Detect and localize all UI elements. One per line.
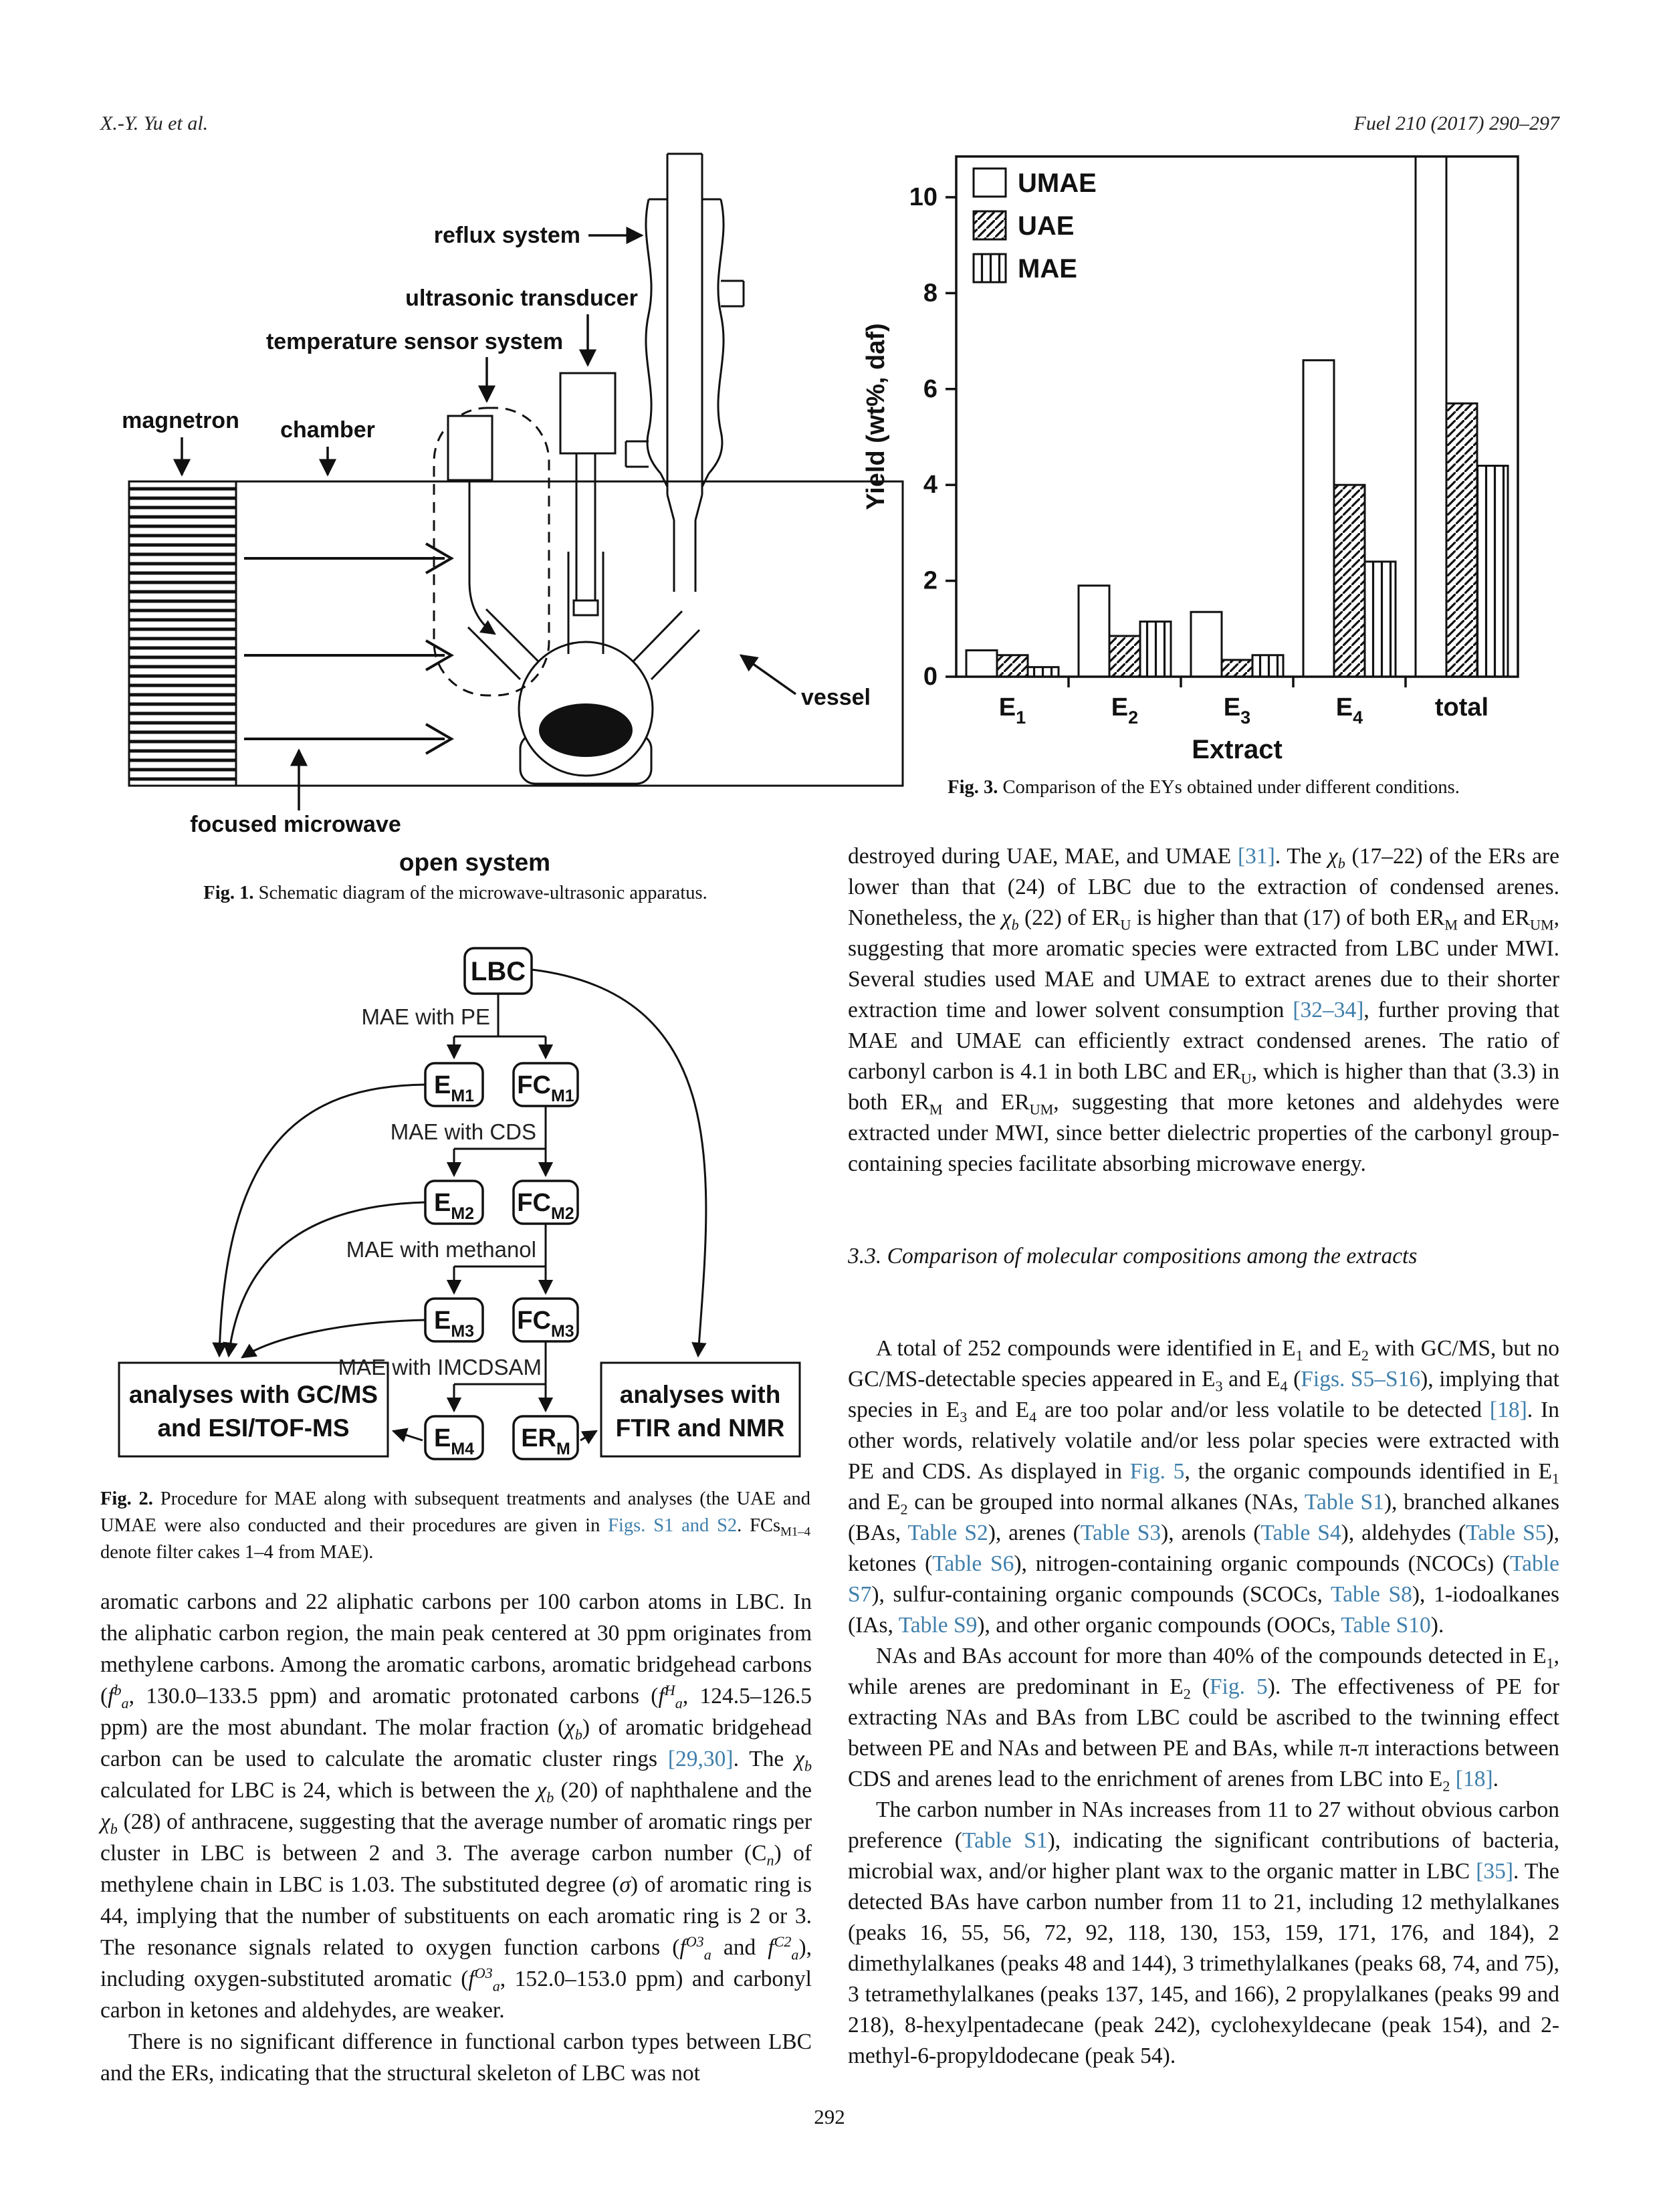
node-em3-label: $E_{M3}$ [433, 1307, 475, 1341]
text-segment: . The [1275, 844, 1329, 869]
left-column-text [100, 1586, 812, 2089]
text-segment: are too polar and/or less volatile to be detected [1036, 1398, 1490, 1422]
reference-link[interactable]: Fig. 5 [1209, 1674, 1268, 1699]
step-mae-methanol: MAE with methanol [346, 1237, 536, 1262]
text-segment: n [766, 1852, 774, 1869]
reference-link[interactable]: Table S5 [1466, 1521, 1547, 1545]
reference-link[interactable]: [18] [1455, 1767, 1493, 1791]
fig1-caption [100, 880, 810, 907]
text-segment: χ [536, 1778, 547, 1803]
x-category-label: $E_2$ [1111, 693, 1139, 728]
legend-swatch-uae [974, 211, 1006, 239]
bar-mae-e2 [1140, 622, 1171, 677]
text-segment: χ [1328, 844, 1338, 869]
text-segment: is higher than that (17) of both ER [1131, 905, 1445, 930]
reference-link[interactable]: [18] [1489, 1398, 1527, 1422]
label-vessel: vessel [801, 685, 871, 710]
text-segment: 2 [1442, 1777, 1450, 1795]
text-segment: and E [848, 1490, 901, 1515]
text-segment: (20) of naphthalene and the [554, 1778, 812, 1803]
bar-mae-total [1477, 465, 1508, 677]
running-head-author: X.-Y. Yu et al. [100, 112, 209, 134]
text-segment: f [468, 1967, 475, 1991]
text-segment: 2 [1361, 1347, 1369, 1364]
text-segment: U [1240, 1070, 1252, 1087]
box-ftir-analyses [601, 1363, 800, 1456]
microwave-arrowheads [426, 544, 451, 754]
text-segment: σ [619, 1872, 631, 1897]
step-mae-imcdsam: MAE with IMCDSAM [338, 1355, 542, 1379]
text-segment: ), indicating the significant contributions of bacteria, microbial wax, and/or higher plant wax to the organic matter in LBC [848, 1828, 1559, 1884]
text-segment: O3 [685, 1932, 704, 1950]
reference-link[interactable]: Table S4 [1260, 1521, 1341, 1545]
text-segment: , suggesting that more aromatic species were extracted from LBC under MWI. Several studies used MAE and UMAE to extract arenes due to their shorter extraction time and lower solvent consumption [848, 905, 1560, 1022]
text-segment: H [664, 1681, 675, 1698]
text-segment: Fig. 2. [100, 1488, 153, 1509]
transducer-body [560, 373, 615, 453]
reference-link[interactable]: Table S1 [1304, 1490, 1384, 1515]
reference-link[interactable]: Table S6 [932, 1551, 1014, 1576]
y-tick-label: 4 [923, 471, 937, 500]
text-segment: f [658, 1684, 665, 1708]
bar-uae-total [1446, 403, 1477, 677]
legend-swatch-umae [974, 169, 1006, 197]
bar-mae-e3 [1252, 655, 1283, 677]
section-heading: 3.3. Comparison of molecular compositions among the extracts [848, 1244, 1418, 1268]
text-segment: A total of 252 compounds were identified in E [876, 1336, 1296, 1361]
text-segment: M1–4 [780, 1525, 810, 1539]
text-segment: and ER [942, 1090, 1030, 1115]
text-segment: with GC/MS, but no GC/MS-detectable species appeared in E [848, 1336, 1559, 1392]
bar-umae-e3 [1191, 612, 1222, 677]
bar-mae-e1 [1028, 667, 1059, 677]
reference-link[interactable]: [29,30] [667, 1747, 734, 1771]
text-segment: . [1492, 1767, 1499, 1791]
text-segment: and E [1222, 1367, 1281, 1392]
text-segment: ), implying that species in E [848, 1367, 1559, 1422]
text-segment: χ [100, 1809, 110, 1834]
condenser-inner-tube [667, 199, 702, 495]
text-segment: can be grouped into normal alkanes (NAs, [907, 1490, 1305, 1515]
text-segment: Fig. 1. [203, 883, 254, 903]
reference-link[interactable]: Table S8 [1330, 1582, 1412, 1607]
text-segment: ), nitrogen-containing organic compounds (NCOCs) ( [1014, 1551, 1511, 1576]
fig1-apparatus-diagram [100, 147, 909, 903]
reference-link[interactable]: Figs. S1 and S2 [608, 1515, 738, 1536]
x-category-label: total [1434, 693, 1489, 722]
text-segment: ), arenols ( [1161, 1521, 1261, 1545]
label-reflux-system: reflux system [433, 223, 580, 248]
legend-label-umae: UMAE [1018, 169, 1097, 198]
text-segment: ), ketones ( [848, 1521, 1559, 1576]
label-temperature-sensor: temperature sensor system [265, 329, 564, 354]
text-segment: (22) of ER [1018, 905, 1121, 930]
y-tick-label: 6 [923, 374, 937, 403]
text-segment: a [121, 1694, 129, 1712]
paragraph [848, 1641, 1559, 1795]
reference-link[interactable]: Table S7 [848, 1551, 1559, 1607]
text-segment: 1 [1295, 1347, 1303, 1364]
y-tick-label: 10 [909, 183, 937, 211]
text-segment: b [114, 1681, 122, 1698]
text-segment: , which is higher than that (3.3) in both ER [848, 1059, 1560, 1115]
text-segment: The carbon number in NAs increases from 11 to 27 without obvious carbon preference ( [848, 1797, 1559, 1853]
text-segment: (17–22) of the ERs are lower than that (24) of LBC due to the extraction of condensed arenes. Nonetheless, the [848, 844, 1560, 930]
curve-em2-to-gcms [229, 1202, 425, 1356]
ftir-box-line1: analyses with [619, 1381, 781, 1408]
text-segment: . The detected BAs have carbon number from 11 to 21, including 12 methylalkanes (peaks 16, 55, 56, 72, 92, 118, 130, 153, 159, 171, 176, and 184), 2 dimethylalkanes (peaks 48 and 144), 3 trimethylalkanes (peaks 68, 74, and 75), 3 tetramethylalkanes (peaks 137, 145, and 166), 2 propylalkanes (peaks 99 and 218), 8-hexylpentadecane (peak 242), cyclohexyldecane (peak 154), and 2-methyl-6-propyldodecane (peak 54). [848, 1859, 1559, 2068]
temp-sensor-wire [469, 480, 495, 634]
text-segment: ), sulfur-containing organic compounds (SCOCs, [871, 1582, 1331, 1607]
text-segment: ), branched alkanes (BAs, [848, 1490, 1559, 1545]
node-fcm3-label: $FC_{M3}$ [517, 1307, 574, 1341]
text-segment: f [108, 1684, 114, 1708]
paragraph [100, 1586, 812, 2026]
text-segment: ), aldehydes ( [1341, 1521, 1466, 1545]
text-segment: 2 [900, 1501, 908, 1518]
text-segment: ), 1-iodoalkanes (IAs, [848, 1582, 1559, 1638]
label-magnetron: magnetron [122, 408, 239, 433]
text-segment: a [703, 1946, 711, 1963]
fig3-caption [848, 774, 1559, 801]
gcms-box-line2: and ESI/TOF-MS [157, 1414, 350, 1442]
bar-uae-e2 [1109, 636, 1140, 677]
bar-umae-e1 [966, 651, 997, 677]
paragraph [848, 841, 1559, 1180]
text-segment [1450, 1767, 1455, 1791]
text-segment: b [1337, 855, 1345, 872]
label-chamber: chamber [280, 417, 375, 443]
text-segment: χ [1001, 905, 1012, 930]
fig3-bar-chart [856, 142, 1565, 764]
bar-umae-e2 [1079, 586, 1109, 677]
text-segment: and E [1303, 1336, 1361, 1361]
text-segment: , 130.0–133.5 ppm) and aromatic protonated carbons ( [128, 1684, 659, 1708]
text-segment: calculated for LBC is 24, which is between the [100, 1778, 537, 1803]
legend-swatch-mae [974, 254, 1006, 282]
text-segment: a [675, 1694, 683, 1712]
text-segment: . The [733, 1747, 795, 1771]
y-tick-label: 8 [923, 279, 937, 308]
arrow-erm-to-ftir [580, 1431, 596, 1440]
label-open-system: open system [399, 849, 551, 876]
text-segment: , while arenes are predominant in E [848, 1644, 1559, 1699]
node-em1-label: $E_{M1}$ [433, 1071, 475, 1105]
node-fcm2-label: $FC_{M2}$ [517, 1189, 574, 1223]
paragraph [848, 1333, 1559, 1641]
text-segment: 3 [960, 1408, 968, 1426]
reference-link[interactable]: Table S2 [907, 1521, 988, 1545]
gcms-box-line1: analyses with GC/MS [128, 1381, 378, 1408]
text-segment: b [1011, 916, 1019, 933]
microwave-arrows [244, 558, 445, 739]
bar-uae-e4 [1334, 485, 1365, 677]
text-segment: . FCs [737, 1515, 781, 1536]
text-segment: UM [1029, 1101, 1054, 1118]
condenser-left-nub [626, 441, 649, 467]
text-segment: UM [1530, 916, 1554, 933]
text-segment: b [546, 1789, 554, 1806]
reference-link[interactable]: Figs. S5–S16 [1301, 1367, 1421, 1392]
running-head [100, 112, 1559, 135]
text-segment: (28) of anthracene, suggesting that the average number of aromatic rings per cluster in LBC is between 2 and 3. The average carbon number (C [100, 1809, 812, 1866]
text-segment: 2 [1183, 1685, 1191, 1702]
text-segment: 4 [1029, 1408, 1037, 1426]
bar-uae-e1 [997, 655, 1028, 677]
text-segment: NAs and BAs account for more than 40% of the compounds detected in E [876, 1644, 1547, 1668]
text-segment: aromatic carbons and 22 aliphatic carbons per 100 carbon atoms in LBC. In the aliphatic carbon region, the main peak centered at 30 ppm originates from methylene carbons. Among the aromatic carbons, aromatic bridgehead carbons ( [100, 1589, 812, 1708]
running-head-journal: Fuel 210 (2017) 290–297 [1353, 112, 1559, 134]
text-segment: a [492, 1977, 500, 1995]
bar-mae-e4 [1365, 562, 1396, 677]
text-segment: M [1444, 916, 1458, 933]
text-segment: f [679, 1935, 686, 1960]
bar-uae-e3 [1222, 660, 1252, 677]
node-em4-label: $E_{M4}$ [433, 1424, 475, 1458]
text-segment: , 124.5–126.5 ppm) are the most abundant. The molar fraction ( [100, 1684, 812, 1740]
text-segment: . In other words, relatively volatile and/or less polar species were extracted with PE and CDS. As displayed in [848, 1398, 1559, 1484]
text-segment: ). The effectiveness of PE for extracting NAs and BAs from LBC could be ascribed to the twinning effect between PE and NAs and between PE and BAs, while π-π interactions between CDS and arenes lead to the enrichment of arenes from LBC into E [848, 1674, 1559, 1791]
text-segment: ), arenes ( [988, 1521, 1081, 1545]
text-segment: O3 [474, 1964, 493, 1981]
legend-label-mae: MAE [1018, 254, 1077, 284]
text-segment: b [804, 1757, 812, 1775]
y-tick-label: 2 [923, 566, 937, 595]
reference-link[interactable]: Table S9 [898, 1613, 978, 1638]
node-fcm1-label: $FC_{M1}$ [517, 1071, 574, 1105]
reference-link[interactable]: [31] [1237, 844, 1275, 869]
ftir-box-line2: FTIR and NMR [615, 1414, 785, 1442]
curve-em3-to-gcms [242, 1320, 425, 1357]
text-segment: ) of aromatic bridgehead carbon can be used to calculate the aromatic cluster rings [100, 1715, 812, 1771]
arrow-em4-to-gcms [393, 1431, 423, 1440]
condenser-top-tube [667, 154, 702, 199]
text-segment: and [711, 1935, 768, 1960]
text-segment: , suggesting that more ketones and aldehydes were extracted under MWI, since better dielectric properties of the carbonyl group-containing species facilitate absorbing microwave energy. [848, 1090, 1559, 1176]
text-segment: , the organic compounds identified in E [1184, 1459, 1552, 1484]
page-number: 292 [814, 2105, 845, 2128]
sample-in-vessel [539, 703, 633, 757]
text-segment: b [110, 1820, 118, 1838]
temp-sensor-box [448, 416, 492, 480]
label-ultrasonic-transducer: ultrasonic transducer [405, 286, 638, 311]
text-segment: , further proving that MAE and UMAE can efficiently extract condensed arenes. The ratio of carbonyl carbon is 4.1 in both LBC and ER [848, 998, 1560, 1084]
text-segment: Procedure for MAE along with subsequent treatments and analyses (the UAE and UMAE were also conducted and their procedures are given in [100, 1488, 810, 1536]
text-segment: a [791, 1946, 799, 1963]
text-segment: ) of aromatic ring is 44, implying that the number of substituents on each aromatic ring is 2 or 3. The resonance signals related to oxygen function carbons ( [100, 1872, 812, 1960]
bar-umae-e4 [1303, 360, 1334, 677]
text-segment: and ER [1458, 905, 1530, 930]
text-segment: b [574, 1726, 582, 1743]
step-mae-cds: MAE with CDS [390, 1119, 536, 1144]
condenser-right-nub [721, 281, 744, 306]
text-segment: 4 [1280, 1377, 1288, 1395]
text-segment: χ [794, 1747, 804, 1771]
label-focused-microwave: focused microwave [190, 812, 401, 837]
fig2-flowchart [100, 931, 836, 1479]
transducer-tip [574, 600, 598, 615]
text-segment: destroyed during UAE, MAE, and UMAE [848, 844, 1238, 869]
text-segment: Comparison of the EYs obtained under different conditions. [998, 777, 1460, 798]
reference-link[interactable]: [32–34] [1293, 998, 1364, 1022]
text-segment: U [1120, 916, 1131, 933]
fig2-caption [100, 1486, 810, 1566]
text-segment: Schematic diagram of the microwave-ultrasonic apparatus. [253, 883, 707, 903]
x-category-label: $E_4$ [1335, 693, 1363, 728]
y-axis-title: Yield (wt%, daf) [862, 323, 890, 510]
x-category-label: $E_1$ [998, 693, 1026, 728]
bar-umae-total [1416, 156, 1446, 677]
text-segment: f [768, 1935, 774, 1960]
text-segment: There is no significant difference in functional carbon types between LBC and the ERs, indicating that the structural skeleton of LBC was not [100, 2029, 812, 2086]
chart-root [862, 156, 1518, 764]
text-segment: C2 [774, 1932, 792, 1950]
y-tick-label: 0 [923, 663, 937, 691]
flask-right-neck [633, 611, 699, 679]
node-em2-label: $E_{M2}$ [433, 1189, 475, 1223]
x-category-label: $E_3$ [1223, 693, 1251, 728]
text-segment: ) of methylene chain in LBC is 1.03. The substituted degree ( [100, 1841, 812, 1897]
text-segment: ). [1430, 1613, 1444, 1638]
paragraph [848, 1795, 1559, 2072]
text-segment: ( [1190, 1674, 1210, 1699]
reference-link[interactable]: [35] [1476, 1859, 1514, 1884]
reference-link[interactable]: Table S1 [962, 1828, 1048, 1853]
step-mae-pe: MAE with PE [361, 1004, 490, 1029]
legend-label-uae: UAE [1018, 211, 1075, 241]
text-segment: ), and other organic compounds (OOCs, [977, 1613, 1341, 1638]
reference-link[interactable]: Table S10 [1341, 1613, 1431, 1638]
node-lbc-label: LBC [470, 957, 526, 986]
text-segment: , 152.0–153.0 ppm) and carbonyl carbon in ketones and aldehydes, are weaker. [100, 1967, 812, 2023]
text-segment: 3 [1215, 1377, 1223, 1395]
vessel-label-arrow [741, 655, 796, 694]
x-axis-title: Extract [1192, 735, 1283, 764]
text-segment: and E [967, 1398, 1030, 1422]
text-segment: ), including oxygen-substituted aromatic ( [100, 1935, 812, 1991]
magnetron-shape [129, 481, 236, 786]
text-segment: denote filter cakes 1–4 from MAE). [100, 1542, 374, 1563]
text-segment: 1 [1546, 1654, 1554, 1672]
reference-link[interactable]: Fig. 5 [1129, 1459, 1185, 1484]
reference-link[interactable]: Table S3 [1080, 1521, 1162, 1545]
text-segment: 1 [1551, 1470, 1559, 1487]
text-segment: ( [1287, 1367, 1301, 1392]
text-segment: Fig. 3. [948, 777, 998, 798]
transducer-rod [576, 453, 595, 600]
right-column-text [848, 841, 1559, 2072]
condenser-right-wall [709, 199, 724, 473]
flask-left-neck [468, 609, 538, 679]
text-segment: M [929, 1101, 943, 1118]
text-segment: χ [565, 1715, 575, 1740]
condenser-left-wall [646, 199, 661, 473]
node-erm-label: $ER_M$ [521, 1424, 570, 1458]
paragraph [100, 2026, 812, 2089]
